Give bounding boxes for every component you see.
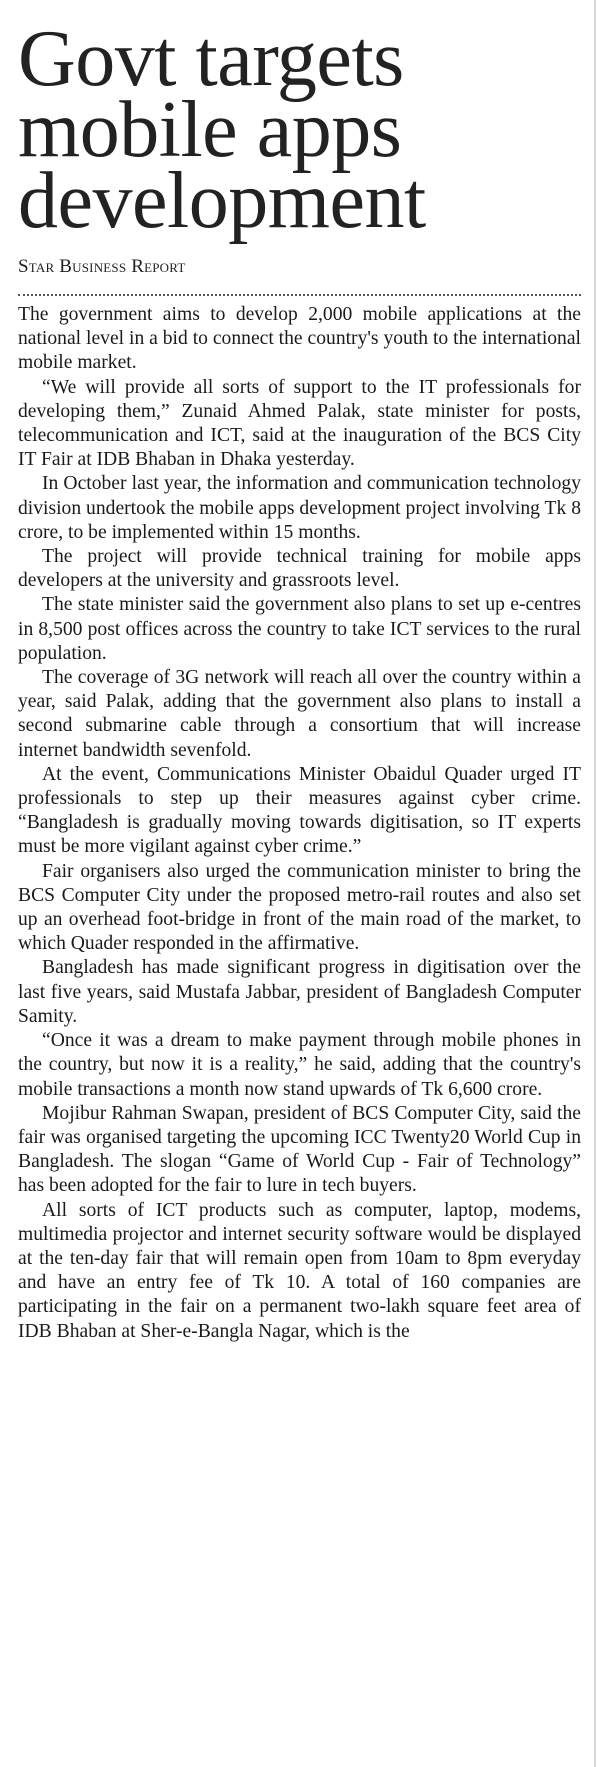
paragraph: The government aims to develop 2,000 mobile applications at the national level in a bid to connect the country's youth to the international mobile market. xyxy=(18,304,581,374)
paragraph: At the event, Communications Minister Obaidul Quader urged IT professionals to step up their measures against cyber crime. “Bangladesh is gradually moving towards digitisation, so IT experts must be more vigilant against cyber crime.” xyxy=(18,763,581,858)
paragraph: In October last year, the information and communication technology division undertook the mobile apps development project involving Tk 8 crore, to be implemented within 15 months. xyxy=(18,473,581,543)
paragraph: The coverage of 3G network will reach all over the country within a year, said Palak, adding that the government also plans to install a second submarine cable through a consortium that will increase internet bandwidth sevenfold. xyxy=(18,667,581,761)
paragraph: Mojibur Rahman Swapan, president of BCS Computer City, said the fair was organised targeting the upcoming ICC Twenty20 World Cup in Bangladesh. The slogan “Game of World Cup - Fair of Technology” has been adopted for the fair to lure in tech buyers. xyxy=(18,1102,581,1197)
headline-line: mobile apps xyxy=(18,86,402,174)
article-body xyxy=(18,303,581,1344)
paragraph: “We will provide all sorts of support to the IT professionals for developing them,” Zunaid Ahmed Palak, state minister for posts, telecommunication and ICT, said at the inauguration of the BCS City IT Fair at IDB Bhaban in Dhaka yesterday. xyxy=(18,376,581,471)
paragraph: All sorts of ICT products such as computer, laptop, modems, multimedia projector and internet security software would be displayed at the ten-day fair that will remain open from 10am to 8pm everyday and have an entry fee of Tk 10. A total of 160 companies are participating in the fair on a permanent two-lakh square feet area of IDB Bhaban at Sher-e-Bangla Nagar, which is the xyxy=(18,1199,581,1342)
headline-line: development xyxy=(18,157,426,245)
byline: Star Business Report xyxy=(18,256,186,277)
news-article xyxy=(18,0,581,1344)
headline-line: Govt targets xyxy=(18,15,404,103)
page-edge xyxy=(594,0,596,1767)
paragraph: The state minister said the government also plans to set up e-centres in 8,500 post offices across the country to take ICT services to the rural population. xyxy=(18,594,581,664)
paragraph: “Once it was a dream to make payment through mobile phones in the country, but now it is a reality,” he said, adding that the country's mobile transactions a month now stand upwards of Tk 6,600 crore. xyxy=(18,1030,581,1100)
headline xyxy=(18,0,581,245)
dotted-divider xyxy=(18,294,581,296)
paragraph: Fair organisers also urged the communication minister to bring the BCS Computer City under the proposed metro-rail routes and also set up an overhead foot-bridge in front of the main road of the market, to which Quader responded in the affirmative. xyxy=(18,860,581,955)
paragraph: The project will provide technical training for mobile apps developers at the university and grassroots level. xyxy=(18,546,581,592)
paragraph: Bangladesh has made significant progress in digitisation over the last five years, said Mustafa Jabbar, president of Bangladesh Computer Samity. xyxy=(18,957,581,1027)
